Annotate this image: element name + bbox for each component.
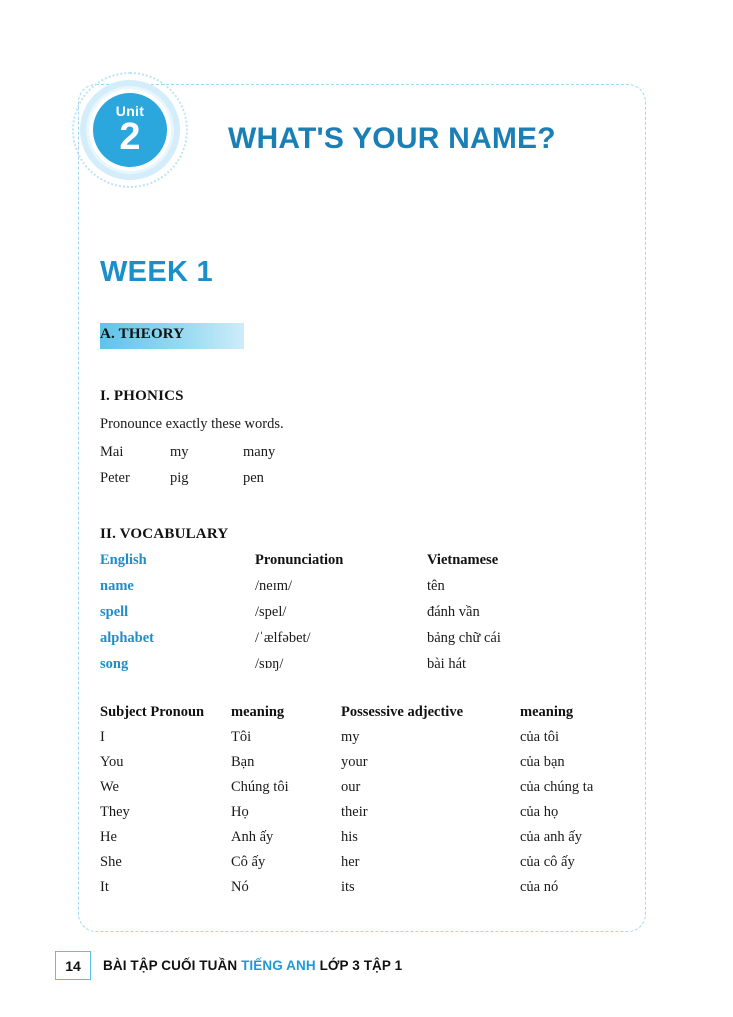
unit-number: 2 <box>119 116 141 159</box>
table-header-row <box>100 552 560 578</box>
vocab-pronunciation: /sɒŋ/ <box>255 656 284 672</box>
subject-pronoun: She <box>100 854 122 870</box>
table-header-row <box>100 704 600 729</box>
phonics-word: Mai <box>100 444 124 460</box>
table-row <box>100 754 600 779</box>
vocabulary-table <box>100 552 560 682</box>
footer-title <box>103 958 402 973</box>
possessive-meaning: của cô ấy <box>520 854 575 870</box>
column-header-english: English <box>100 552 147 568</box>
table-row <box>100 578 560 604</box>
vocab-vietnamese: bảng chữ cái <box>427 630 501 646</box>
unit-badge <box>93 93 167 167</box>
phonics-instruction: Pronounce exactly these words. <box>100 416 284 432</box>
footer-text-accent: TIẾNG ANH <box>241 958 316 973</box>
possessive-meaning: của bạn <box>520 754 565 770</box>
phonics-word: pig <box>170 470 189 486</box>
vocab-vietnamese: đánh vần <box>427 604 480 620</box>
subject-meaning: Nó <box>231 879 249 895</box>
page-number: 14 <box>55 951 91 980</box>
possessive-meaning: của tôi <box>520 729 560 745</box>
column-header-pronunciation: Pronunciation <box>255 552 344 568</box>
vocab-pronunciation: /spel/ <box>255 604 287 620</box>
subject-pronoun: It <box>100 879 109 895</box>
possessive-adjective: our <box>341 779 361 795</box>
subject-meaning: Chúng tôi <box>231 779 289 795</box>
subject-pronoun: I <box>100 729 105 745</box>
vocab-pronunciation: /ˈælfəbet/ <box>255 630 311 646</box>
table-row <box>100 779 600 804</box>
vocab-pronunciation: /neɪm/ <box>255 578 293 594</box>
phonics-word: pen <box>243 470 264 486</box>
column-header-possessive-adjective: Possessive adjective <box>341 704 464 720</box>
footer-text-before: BÀI TẬP CUỐI TUẦN <box>103 958 238 973</box>
pronoun-table <box>100 704 600 904</box>
phonics-row <box>100 470 500 492</box>
subject-meaning: Tôi <box>231 729 252 745</box>
vocab-english: spell <box>100 604 129 620</box>
subject-meaning: Bạn <box>231 754 255 770</box>
table-row <box>100 604 560 630</box>
subject-meaning: Họ <box>231 804 249 820</box>
phonics-row <box>100 444 500 466</box>
possessive-meaning: của họ <box>520 804 559 820</box>
column-header-meaning-2: meaning <box>520 704 574 720</box>
vocab-vietnamese: bài hát <box>427 656 467 672</box>
subject-pronoun: We <box>100 779 119 795</box>
possessive-adjective: your <box>341 754 368 770</box>
possessive-adjective: their <box>341 804 368 820</box>
footer-text-after: LỚP 3 TẬP 1 <box>319 958 403 973</box>
table-row <box>100 729 600 754</box>
week-heading: WEEK 1 <box>100 256 213 288</box>
column-header-meaning-1: meaning <box>231 704 285 720</box>
possessive-meaning: của anh ấy <box>520 829 582 845</box>
possessive-meaning: của chúng ta <box>520 779 594 795</box>
table-row <box>100 804 600 829</box>
column-header-vietnamese: Vietnamese <box>427 552 499 568</box>
column-header-subject-pronoun: Subject Pronoun <box>100 704 205 720</box>
subject-meaning: Anh ấy <box>231 829 274 845</box>
vocab-english: alphabet <box>100 630 154 646</box>
section-a-label: A. THEORY <box>100 326 185 342</box>
unit-label: Unit <box>115 103 145 120</box>
possessive-adjective: her <box>341 854 360 870</box>
possessive-meaning: của nó <box>520 879 559 895</box>
possessive-adjective: my <box>341 729 360 745</box>
page-footer <box>55 951 402 980</box>
subject-meaning: Cô ấy <box>231 854 266 870</box>
table-row <box>100 656 560 682</box>
vocab-english: name <box>100 578 134 594</box>
subject-pronoun: You <box>100 754 124 770</box>
table-row <box>100 829 600 854</box>
phonics-word: Peter <box>100 470 130 486</box>
vocab-vietnamese: tên <box>427 578 445 594</box>
phonics-heading: I. PHONICS <box>100 388 184 404</box>
subject-pronoun: He <box>100 829 117 845</box>
phonics-word: many <box>243 444 276 460</box>
page-title: WHAT'S YOUR NAME? <box>228 122 556 155</box>
vocab-english: song <box>100 656 129 672</box>
phonics-word: my <box>170 444 189 460</box>
possessive-adjective: his <box>341 829 358 845</box>
table-row <box>100 879 600 904</box>
table-row <box>100 854 600 879</box>
table-row <box>100 630 560 656</box>
subject-pronoun: They <box>100 804 130 820</box>
vocabulary-heading: II. VOCABULARY <box>100 526 229 542</box>
possessive-adjective: its <box>341 879 355 895</box>
